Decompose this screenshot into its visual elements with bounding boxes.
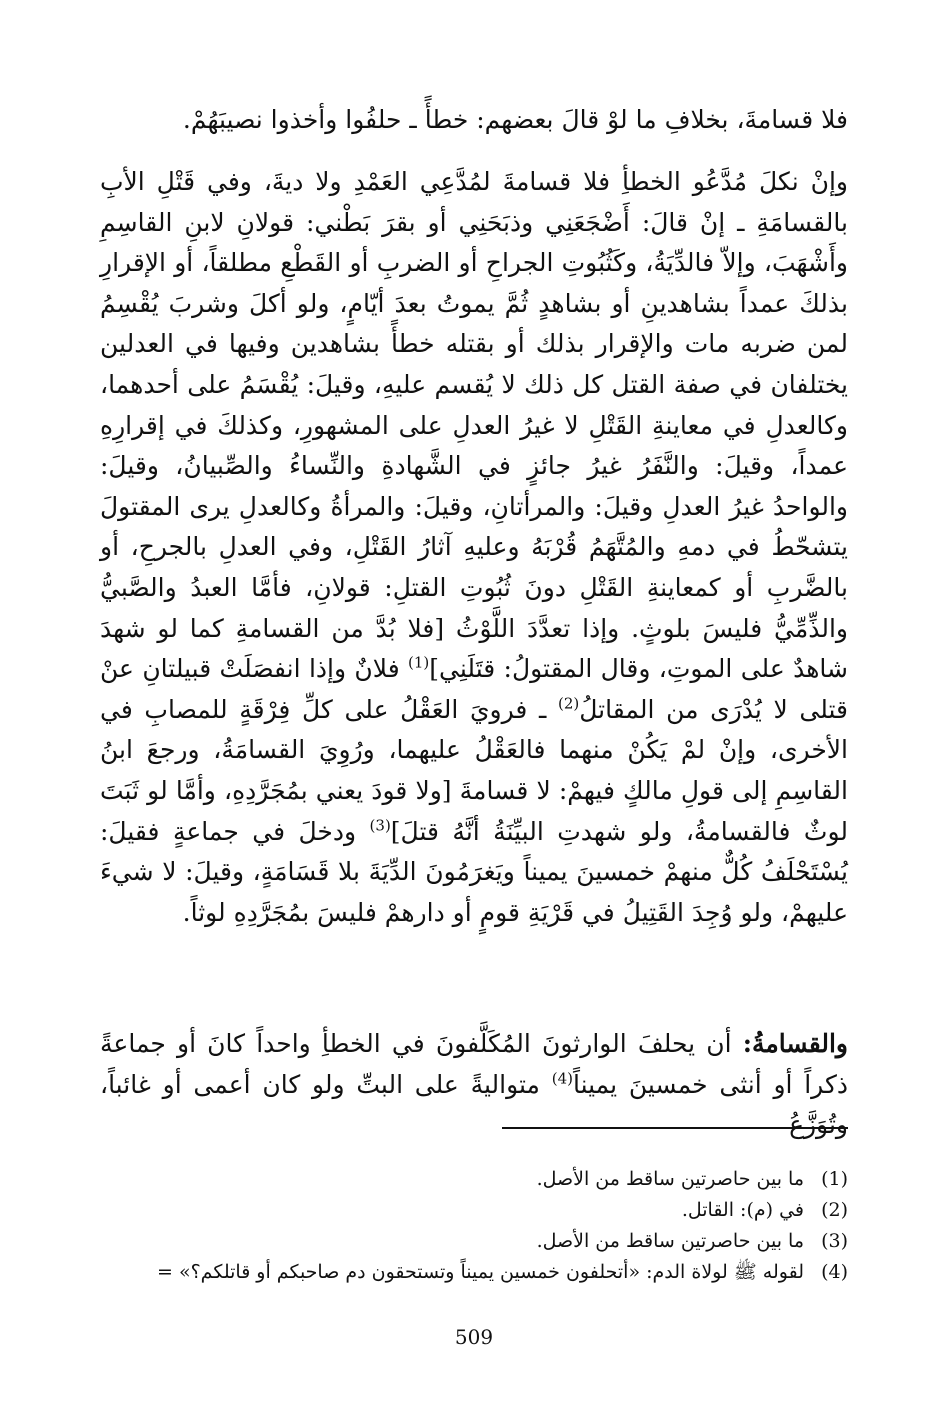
paragraph-top: فلا قسامةَ، بخلافِ ما لوْ قالَ بعضهم: خطأً ـ حلفُوا وأخذوا نصيبَهُمْ. bbox=[182, 105, 848, 134]
footnote-number: (2) bbox=[821, 1199, 848, 1221]
qasama-text-part-1: أن يحلفَ الوارثونَ المُكَلَّفونَ في الخطأِ واحداً كانَ أو جماعةً ذكراً أو أنثى خمسينَ يميناً bbox=[100, 1029, 849, 1099]
footnote-number: (3) bbox=[821, 1230, 848, 1252]
main-text-part-4: ودخلَ في جماعةٍ فقيلَ: يُسْتَحْلَفُ كُلٌّ منهمْ خمسينَ يميناً ويَغرَمُونَ الدِّيَةَ بلا قَسَامَةٍ، وقيلَ: لا شيءَ عليهمْ، ولو وُجِدَ القَتِيلُ في قَرْيَةِ قومٍ أو دارهمْ فليسَ بمُجَرَّدِهِ لوثاً. bbox=[100, 816, 848, 927]
qasama-heading: والقسامةُ: bbox=[742, 1029, 848, 1058]
main-text-part-2: فلانٌ وإذا انفصَلَتْ قبيلتانِ عنْ قتلى لا يُدْرَى من المقاتلُ bbox=[100, 654, 848, 724]
footnote-ref-3: (3) bbox=[369, 816, 391, 835]
footnote-text: في (م): القاتل. bbox=[681, 1199, 804, 1221]
footnote-ref-2: (2) bbox=[557, 694, 580, 713]
footnote-number: (1) bbox=[821, 1168, 848, 1190]
footnote-4 bbox=[100, 1257, 848, 1288]
footnote-text: ما بين حاصرتين ساقط من الأصل. bbox=[536, 1168, 804, 1190]
footnote-number: (4) bbox=[821, 1261, 848, 1283]
main-text-part-1: وإنْ نكلَ مُدَّعُو الخطأِ فلا قسامةَ لمُدَّعِي العَمْدِ ولا ديةَ، وفي قَتْلِ الأبِ بالقسامَةِ ـ إنْ قالَ: أَضْجَعَنِي وذبَحَنِي أو بقرَ بَطْني: قولانِ لابنِ القاسِمِ وأَشْهَبَ، وإلاّ فالدِّيَةُ، وكَثُبُوتِ الجراحِ أو الضربِ أو القَطْعِ مطلقاً، أو الإقرارِ بذلكَ عمداً بشاهدينِ أو بشاهدٍ ثُمَّ يموتُ بعدَ أيّامٍ، ولو أكلَ وشربَ يُقْسِمُ لمن ضربه مات والإقرار بذلك أو بقتله خطأً بشاهدين وفيها في العدلين يختلفان في صفة القتل كل ذلك لا يُقسم عليهِ، وقيلَ: يُقْسَمُ على أحدهما، وكالعدلِ في معاينةِ القَتْلِ لا غيرُ العدلِ على المشهورِ، وكذلكَ في إقرارِهِ عمداً، وقيلَ: والنَّفَرُ غيرُ جائزٍ في الشَّهادةِ والنِّساءُ والصِّبيانُ، وقيلَ: والواحدُ غيرُ العدلِ وقيلَ: والمرأتانِ، وقيلَ: والمرأةُ وكالعدلِ يرى المقتولَ يتشحّطُ في دمهِ والمُتَّهَمُ قُرْبَهُ وعليهِ آثارُ القَتْلِ، وفي العدلِ بالجرحِ، أو بالضَّربِ أو كمعاينةِ القَتْلِ دونَ ثُبُوتِ القتلِ: قولانِ، فأمَّا العبدُ والصَّبيُّ والذِّمِّيُّ فليسَ بلوثٍ. وإذا تعدَّدَ اللَّوْثُ [فلا بُدَّ من القسامةِ كما لو شهدَ شاهدٌ على الموتِ، وقال المقتولُ: قتَلَنِي] bbox=[100, 167, 848, 684]
footnote-text: لقوله ﷺ لولاة الدم: «أتحلفون خمسين يميناً وتستحقون دم صاحبكم أو قاتلكم؟» = bbox=[157, 1261, 804, 1283]
footnote-3 bbox=[100, 1226, 848, 1257]
footnote-ref-4: (4) bbox=[551, 1069, 573, 1088]
footnote-1 bbox=[100, 1164, 848, 1195]
footnote-text: ما بين حاصرتين ساقط من الأصل. bbox=[536, 1230, 804, 1252]
footnote-separator bbox=[502, 1127, 848, 1129]
main-text-part-3: ـ فرويَ العَقْلُ على كلِّ فِرْقَةٍ للمصابِ في الأخرى، وإنْ لمْ يَكُنْ منهما فالعَقْلُ عليهما، ورُوِيَ القسامَةُ، ورجعَ ابنُ القاسِمِ إلى قولِ مالكٍ فيهمْ: لا قسامةَ [ولا قودَ يعني بمُجَرَّدِهِ، وأمَّا لو ثَبَتَ لوثٌ فالقسامةُ، ولو شهدتِ البيِّنَةُ أنَّهُ قتلَ] bbox=[100, 694, 848, 846]
page-number: 509 bbox=[454, 1325, 494, 1349]
footnote-2 bbox=[100, 1195, 848, 1226]
paragraph-main bbox=[100, 162, 848, 933]
qasama-text-part-2: متواليةً على البتِّ ولو كان أعمى أو غائباً، وتُوَزَّعُ bbox=[100, 1069, 848, 1140]
footnotes bbox=[100, 1164, 848, 1288]
footnote-ref-1: (1) bbox=[408, 653, 430, 672]
